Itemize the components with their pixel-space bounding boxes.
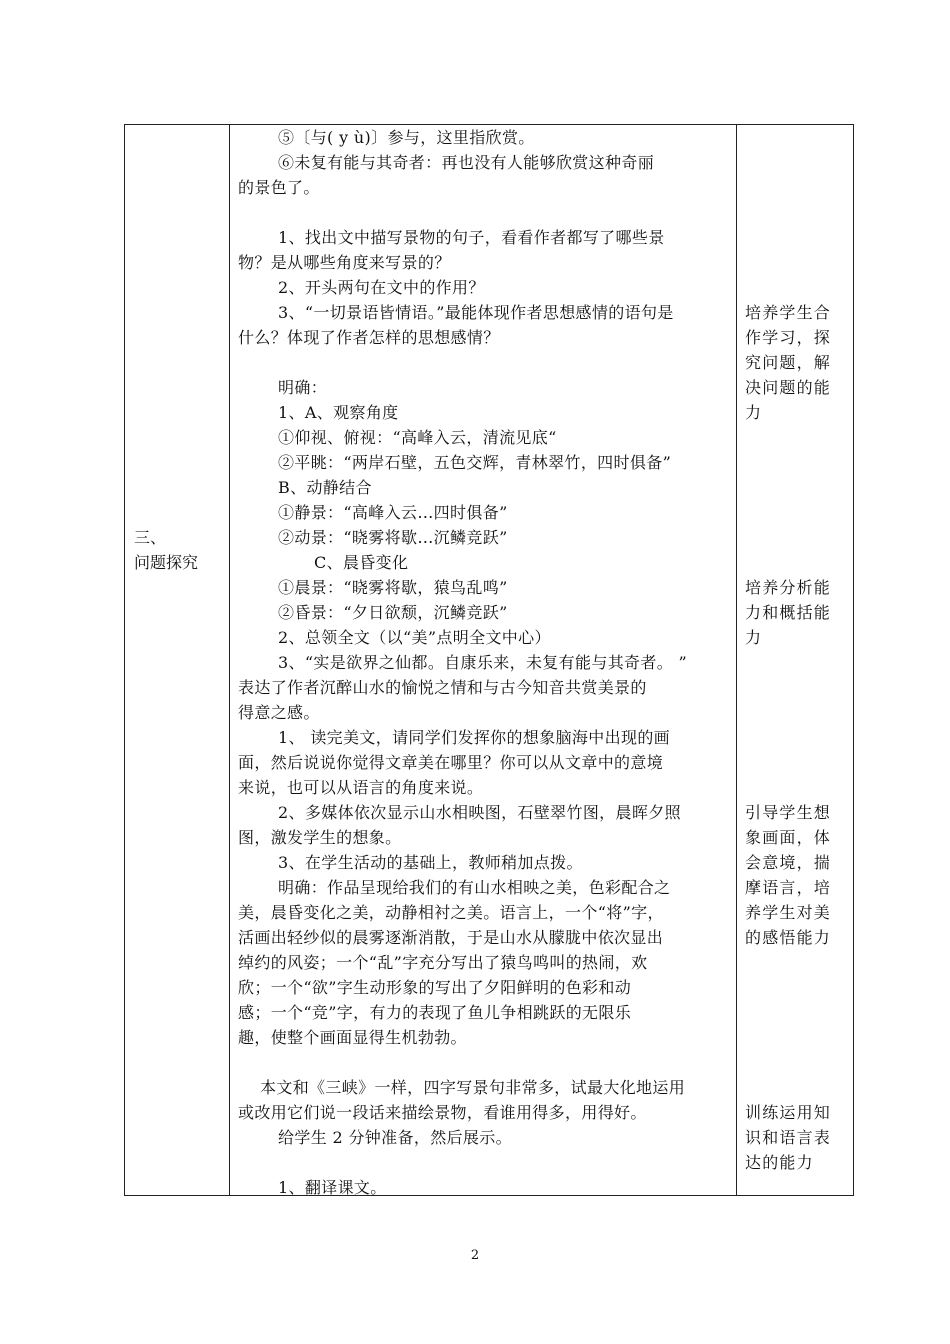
content-line: 美，晨昏变化之美，动静相衬之美。语言上，一个“将”字， (238, 903, 664, 922)
content-line: 面，然后说说你觉得文章美在哪里？你可以从文章中的意境 (238, 753, 664, 772)
content-line: 1、翻译课文。 (278, 1178, 387, 1197)
content-line: 的景色了。 (238, 178, 320, 197)
content-column (229, 125, 736, 1195)
content-line: 明确：作品呈现给我们的有山水相映之美，色彩配合之 (278, 878, 671, 897)
goal-line: 力 (745, 403, 763, 422)
goal-line: 摩语言，培 (745, 878, 832, 897)
goal-line: 训练运用知 (745, 1103, 832, 1122)
content-line: 3、“实是欲界之仙都。自康乐来，未复有能与其奇者。 ” (278, 653, 688, 672)
content-line (238, 350, 730, 375)
goal-line: 究问题，解 (745, 353, 832, 372)
content-line: ①仰视、俯视：“高峰入云，清流见底“ (278, 428, 557, 447)
content-line: 1、找出文中描写景物的句子，看看作者都写了哪些景 (278, 228, 665, 247)
content-line: B、动静结合 (278, 478, 372, 497)
content-line: 表达了作者沉醉山水的愉悦之情和与古今知音共赏美景的 (238, 678, 647, 697)
section-label-title: 问题探究 (134, 553, 199, 572)
goal-line: 力 (745, 628, 763, 647)
content-line: 本文和《三峡》一样，四字写景句非常多，试最大化地运用 (260, 1078, 686, 1097)
goal-line: 力和概括能 (745, 603, 832, 622)
content-line: 欣；一个“欲”字生动形象的写出了夕阳鲜明的色彩和动 (238, 978, 632, 997)
content-line: 1、A、观察角度 (278, 403, 399, 422)
content-line: 绰约的风姿；一个“乱”字充分写出了猿鸟鸣叫的热闹，欢 (238, 953, 648, 972)
content-line: 3、在学生活动的基础上，教师稍加点拨。 (278, 853, 583, 872)
content-line: C、晨昏变化 (314, 553, 409, 572)
content-line: 或改用它们说一段话来描绘景物，看谁用得多，用得好。 (238, 1103, 647, 1122)
content-line: 趣，使整个画面显得生机勃勃。 (238, 1028, 467, 1047)
section-label-number: 三、 (134, 528, 167, 547)
goal-line: 的感悟能力 (745, 928, 832, 947)
content-line: 物？是从哪些角度来写景的？ (238, 253, 451, 272)
content-line: 1、 读完美文，请同学们发挥你的想象脑海中出现的画 (278, 728, 671, 747)
content-line: 来说，也可以从语言的角度来说。 (238, 778, 484, 797)
content-line: ⑥未复有能与其奇者：再也没有人能够欣赏这种奇丽 (278, 153, 655, 172)
content-line: 得意之感。 (238, 703, 320, 722)
lesson-table (124, 124, 854, 1196)
content-line (238, 1050, 730, 1075)
goals-column (736, 125, 855, 1195)
goal-line: 决问题的能 (745, 378, 832, 397)
content-line (238, 200, 730, 225)
goal-line: 会意境，揣 (745, 853, 832, 872)
content-line: ①静景：“高峰入云…四时俱备” (278, 503, 508, 522)
section-column (125, 125, 229, 1195)
content-line: 明确： (278, 378, 328, 397)
content-line: 图，激发学生的想象。 (238, 828, 402, 847)
content-line: 2、总领全文（以“美”点明全文中心） (278, 628, 551, 647)
content-line: ②昏景：“夕日欲颓，沉鳞竞跃” (278, 603, 508, 622)
page-number: 2 (470, 1248, 480, 1263)
content-line: 2、多媒体依次显示山水相映图，石壁翠竹图，晨晖夕照 (278, 803, 681, 822)
content-line: ②动景：“晓雾将歇…沉鳞竞跃” (278, 528, 508, 547)
goal-line: 培养学生合 (745, 303, 832, 322)
content-line: 什么？体现了作者怎样的思想感情？ (238, 328, 500, 347)
content-line (238, 1150, 730, 1175)
goal-line: 养学生对美 (745, 903, 832, 922)
content-line: ②平眺：“两岸石壁，五色交辉，青林翠竹，四时俱备” (278, 453, 672, 472)
content-line: 活画出轻纱似的晨雾逐渐消散，于是山水从朦胧中依次显出 (238, 928, 664, 947)
content-line: ①晨景：“晓雾将歇，猿鸟乱鸣” (278, 578, 508, 597)
content-line: 2、开头两句在文中的作用？ (278, 278, 485, 297)
content-line: 感；一个“竞”字，有力的表现了鱼儿争相跳跃的无限乐 (238, 1003, 632, 1022)
section-label (134, 525, 198, 575)
goal-line: 象画面，体 (745, 828, 832, 847)
goal-line: 作学习，探 (745, 328, 832, 347)
goal-line: 识和语言表 (745, 1128, 832, 1147)
content-line: 3、“一切景语皆情语。”最能体现作者思想感情的语句是 (278, 303, 674, 322)
content-line: ⑤〔与( y ù)〕参与，这里指欣赏。 (278, 128, 535, 147)
content-line: 给学生 2 分钟准备，然后展示。 (278, 1128, 512, 1147)
goal-line: 达的能力 (745, 1153, 814, 1172)
goal-line: 引导学生想 (745, 803, 832, 822)
goal-line: 培养分析能 (745, 578, 832, 597)
